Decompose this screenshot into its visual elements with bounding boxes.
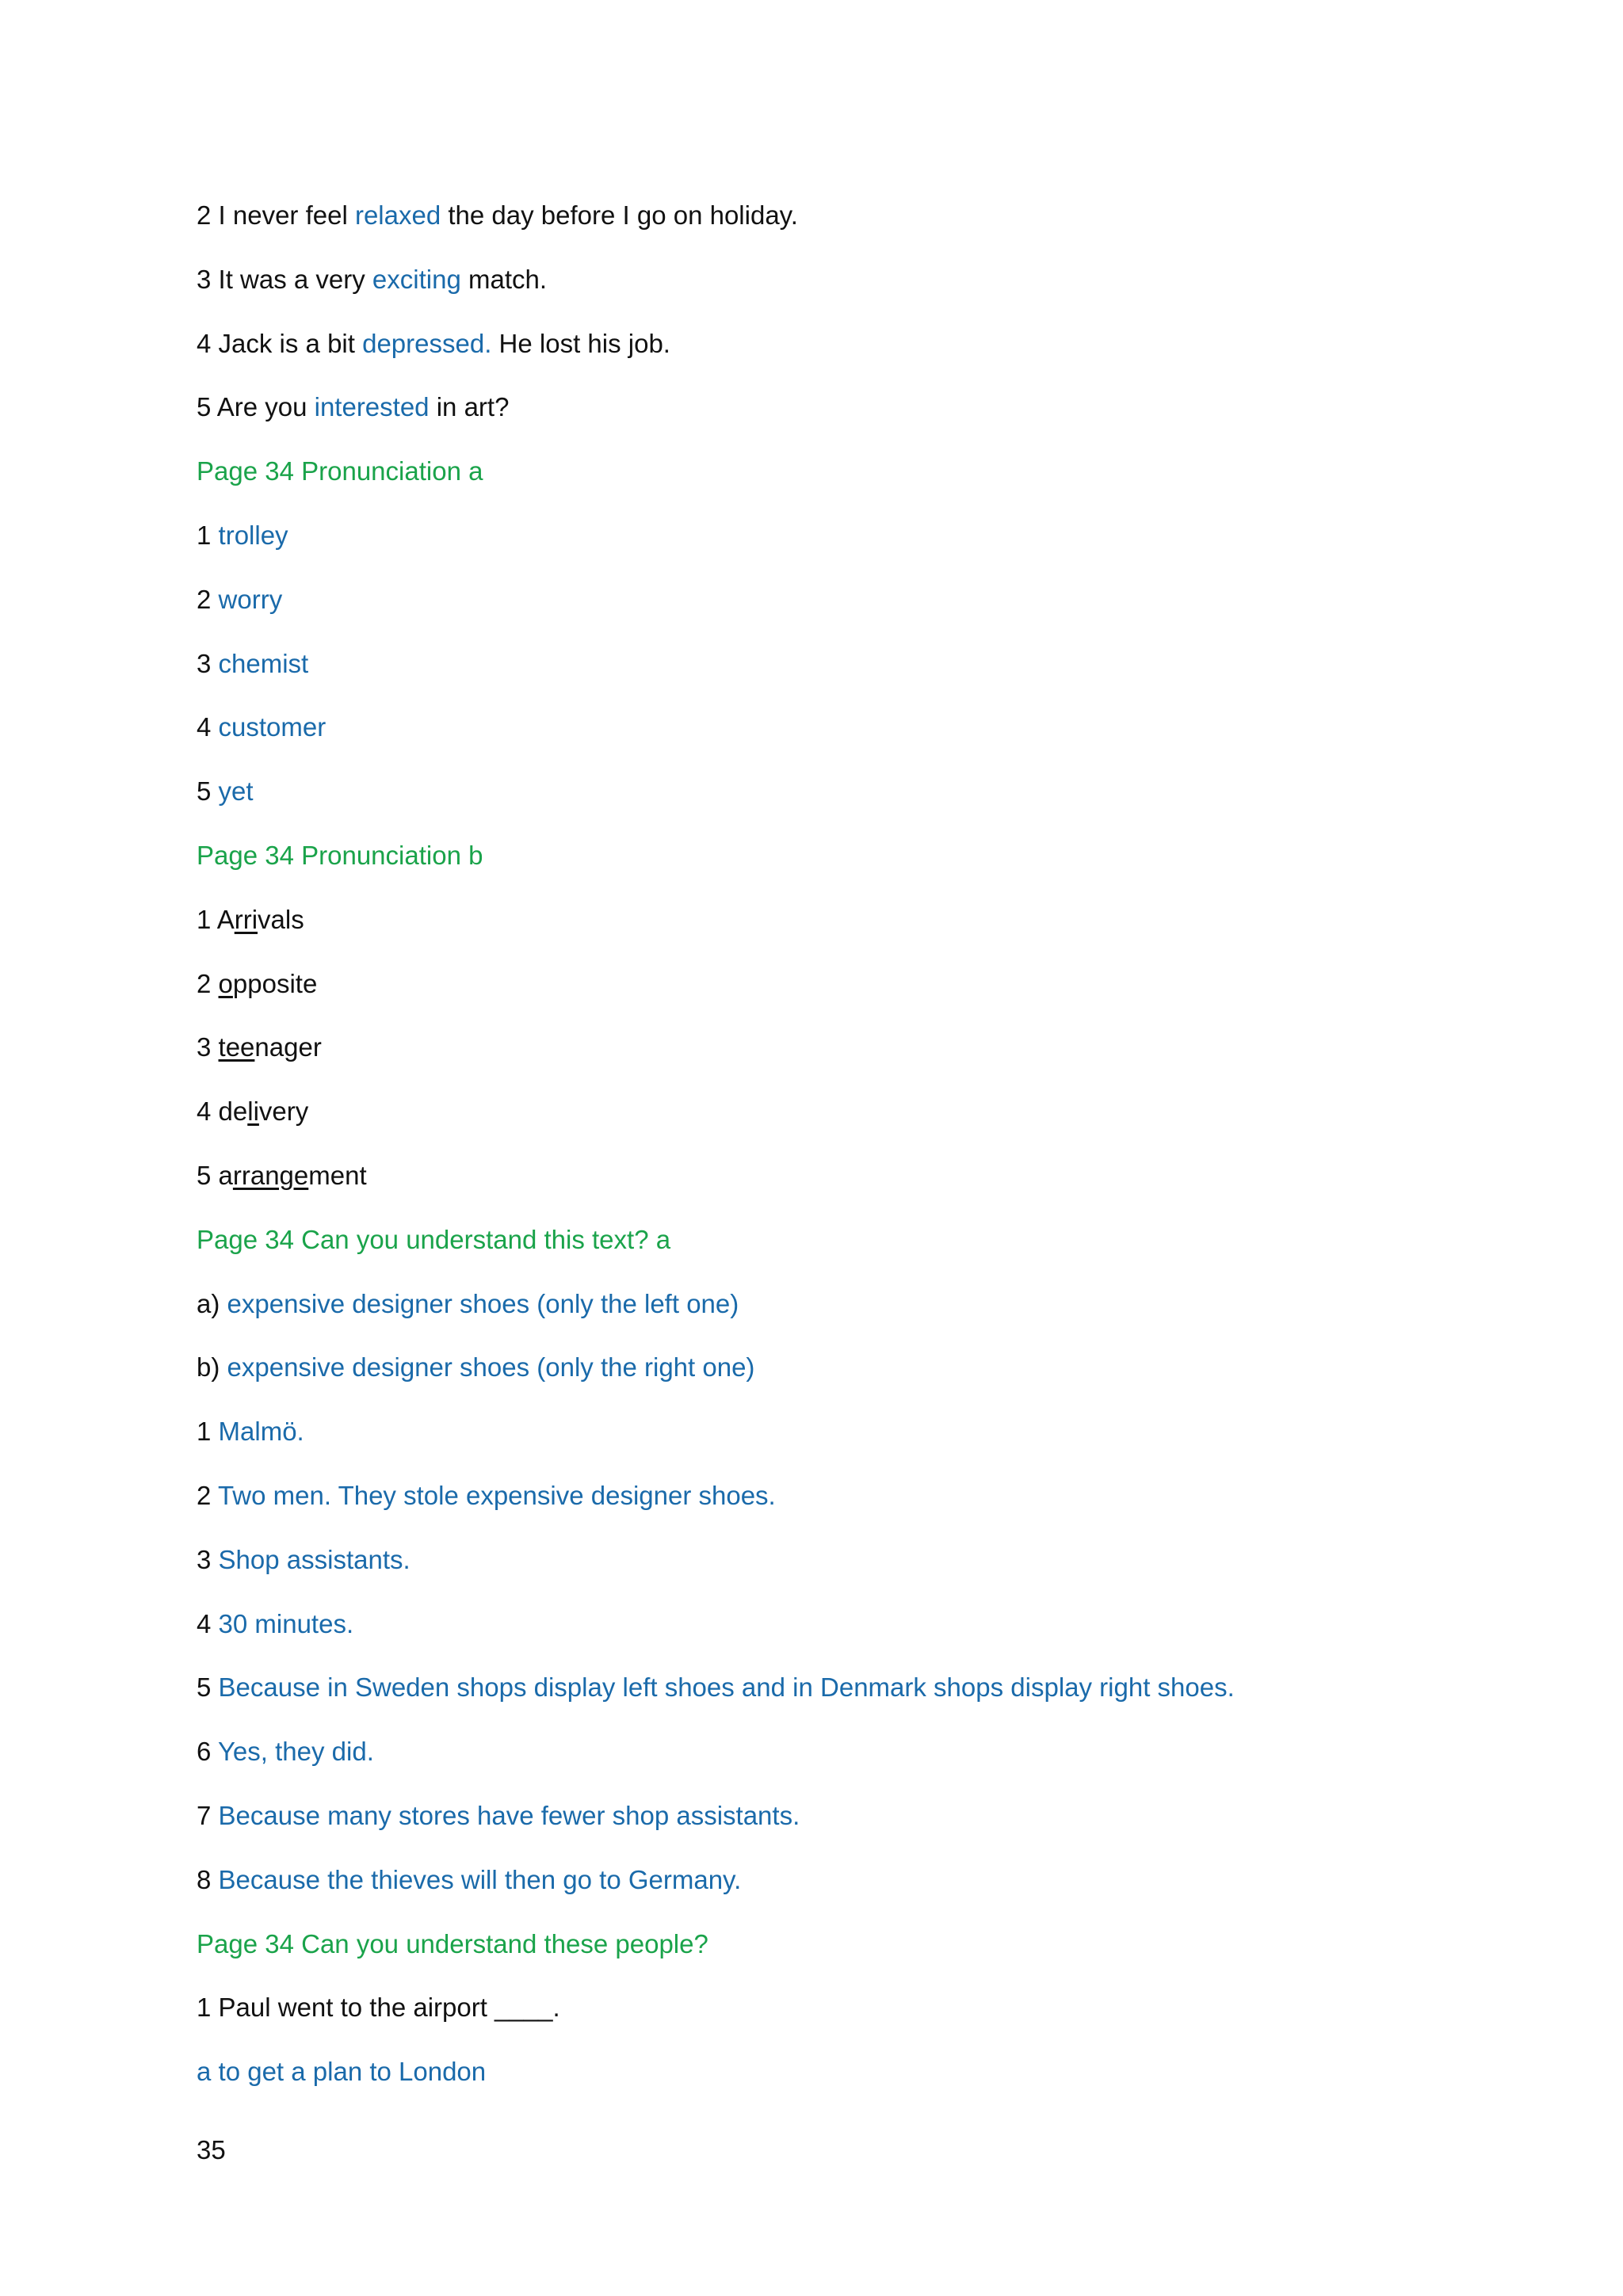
- answer-text: Yes, they did.: [217, 1737, 374, 1767]
- pronunciation-b-item-3: [197, 1022, 1465, 1086]
- word-part: vals: [258, 904, 304, 934]
- item-number: 6: [197, 1737, 218, 1767]
- text-question-2: [197, 1470, 1465, 1535]
- text-question-1: [197, 1406, 1465, 1470]
- sentence-text: 5 Are you: [197, 392, 315, 422]
- pronunciation-b-item-2: [197, 959, 1465, 1023]
- people-question-1: 1 Paul went to the airport ____.: [197, 1993, 560, 2023]
- pronunciation-a-item-4: [197, 702, 1465, 766]
- item-number: a): [197, 1288, 227, 1318]
- item-number: 7: [197, 1800, 219, 1830]
- answer-word: trolley: [218, 520, 288, 550]
- item-number: 1: [197, 1417, 219, 1447]
- text-question-3: [197, 1535, 1465, 1599]
- section-heading-understand-people: Page 34 Can you understand these people?: [197, 1928, 708, 1958]
- pronunciation-b-item-5: [197, 1150, 1465, 1215]
- answer-word: worry: [218, 584, 283, 614]
- word-part: 5 a: [197, 1160, 233, 1190]
- pronunciation-b-item-1: [197, 894, 1465, 959]
- word-part: very: [258, 1097, 309, 1127]
- text-question-5: [197, 1662, 1465, 1726]
- answer-word: depressed.: [362, 328, 492, 358]
- sentence-text: in art?: [429, 392, 510, 422]
- sentence-4: [197, 318, 1465, 383]
- item-number: 8: [197, 1864, 219, 1894]
- text-question-7: [197, 1791, 1465, 1855]
- item-number: b): [197, 1352, 227, 1383]
- section-heading-pronunciation-b: Page 34 Pronunciation b: [197, 840, 483, 870]
- pronunciation-b-item-4: [197, 1086, 1465, 1150]
- answer-word: customer: [218, 712, 327, 742]
- sentence-text: match.: [460, 264, 548, 294]
- sentence-2: [197, 190, 1465, 254]
- answer-text: Shop assistants.: [218, 1544, 411, 1574]
- item-number: 5: [197, 776, 219, 807]
- item-number: 3: [197, 1544, 219, 1574]
- item-number: 2: [197, 1480, 218, 1510]
- stressed-syllable: tee: [218, 1032, 255, 1062]
- text-question-4: [197, 1599, 1465, 1663]
- word-part: ment: [308, 1160, 367, 1190]
- answer-text: Because many stores have fewer shop assistants.: [218, 1800, 800, 1830]
- document-body: [197, 190, 1465, 2111]
- word-part: pposite: [232, 968, 318, 998]
- text-question-8: [197, 1855, 1465, 1919]
- item-number: 3: [197, 648, 219, 678]
- word-part: nager: [254, 1032, 322, 1062]
- answer-word: chemist: [218, 648, 309, 678]
- word-part: 2: [197, 968, 219, 998]
- section-heading-pronunciation-a: Page 34 Pronunciation a: [197, 456, 483, 486]
- answer-word: exciting: [372, 264, 461, 294]
- word-part: 1 A: [197, 904, 235, 934]
- item-number: 4: [197, 1608, 219, 1638]
- answer-text: Malmö.: [218, 1417, 304, 1447]
- answer-word: interested: [314, 392, 430, 422]
- text-question-6: [197, 1726, 1465, 1791]
- stressed-syllable: rri: [234, 904, 258, 934]
- pronunciation-a-item-3: [197, 639, 1465, 703]
- page-number: 35: [197, 2135, 226, 2164]
- sentence-text: the day before I go on holiday.: [441, 200, 798, 230]
- people-answer-1: a to get a plan to London: [197, 2057, 487, 2087]
- sentence-text: He lost his job.: [491, 328, 670, 358]
- answer-text: expensive designer shoes (only the right one): [227, 1352, 755, 1383]
- sentence-text: 2 I never feel: [197, 200, 355, 230]
- text-item-a: [197, 1279, 1465, 1343]
- sentence-text: 4 Jack is a bit: [197, 328, 363, 358]
- word-part: 4 de: [197, 1097, 248, 1127]
- stressed-syllable: rrange: [232, 1160, 309, 1190]
- pronunciation-a-item-1: [197, 510, 1465, 574]
- text-item-b: [197, 1342, 1465, 1406]
- answer-text: Two men. They stole expensive designer shoes.: [217, 1480, 776, 1510]
- answer-text: 30 minutes.: [218, 1608, 354, 1638]
- stressed-syllable: li: [247, 1097, 259, 1127]
- sentence-3: [197, 254, 1465, 318]
- item-number: 2: [197, 584, 219, 614]
- sentence-5: [197, 382, 1465, 446]
- pronunciation-a-item-2: [197, 574, 1465, 639]
- answer-word: relaxed: [354, 200, 441, 230]
- answer-text: Because the thieves will then go to Germany.: [218, 1864, 742, 1894]
- sentence-text: 3 It was a very: [197, 264, 372, 294]
- answer-word: yet: [218, 776, 254, 807]
- section-heading-understand-text: Page 34 Can you understand this text? a: [197, 1224, 671, 1254]
- item-number: 5: [197, 1672, 219, 1703]
- answer-text: Because in Sweden shops display left shoes and in Denmark shops display right shoes.: [218, 1672, 1235, 1703]
- word-part: 3: [197, 1032, 219, 1062]
- answer-text: expensive designer shoes (only the left one): [227, 1288, 739, 1318]
- pronunciation-a-item-5: [197, 766, 1465, 830]
- stressed-syllable: o: [218, 968, 233, 998]
- item-number: 4: [197, 712, 219, 742]
- item-number: 1: [197, 520, 219, 550]
